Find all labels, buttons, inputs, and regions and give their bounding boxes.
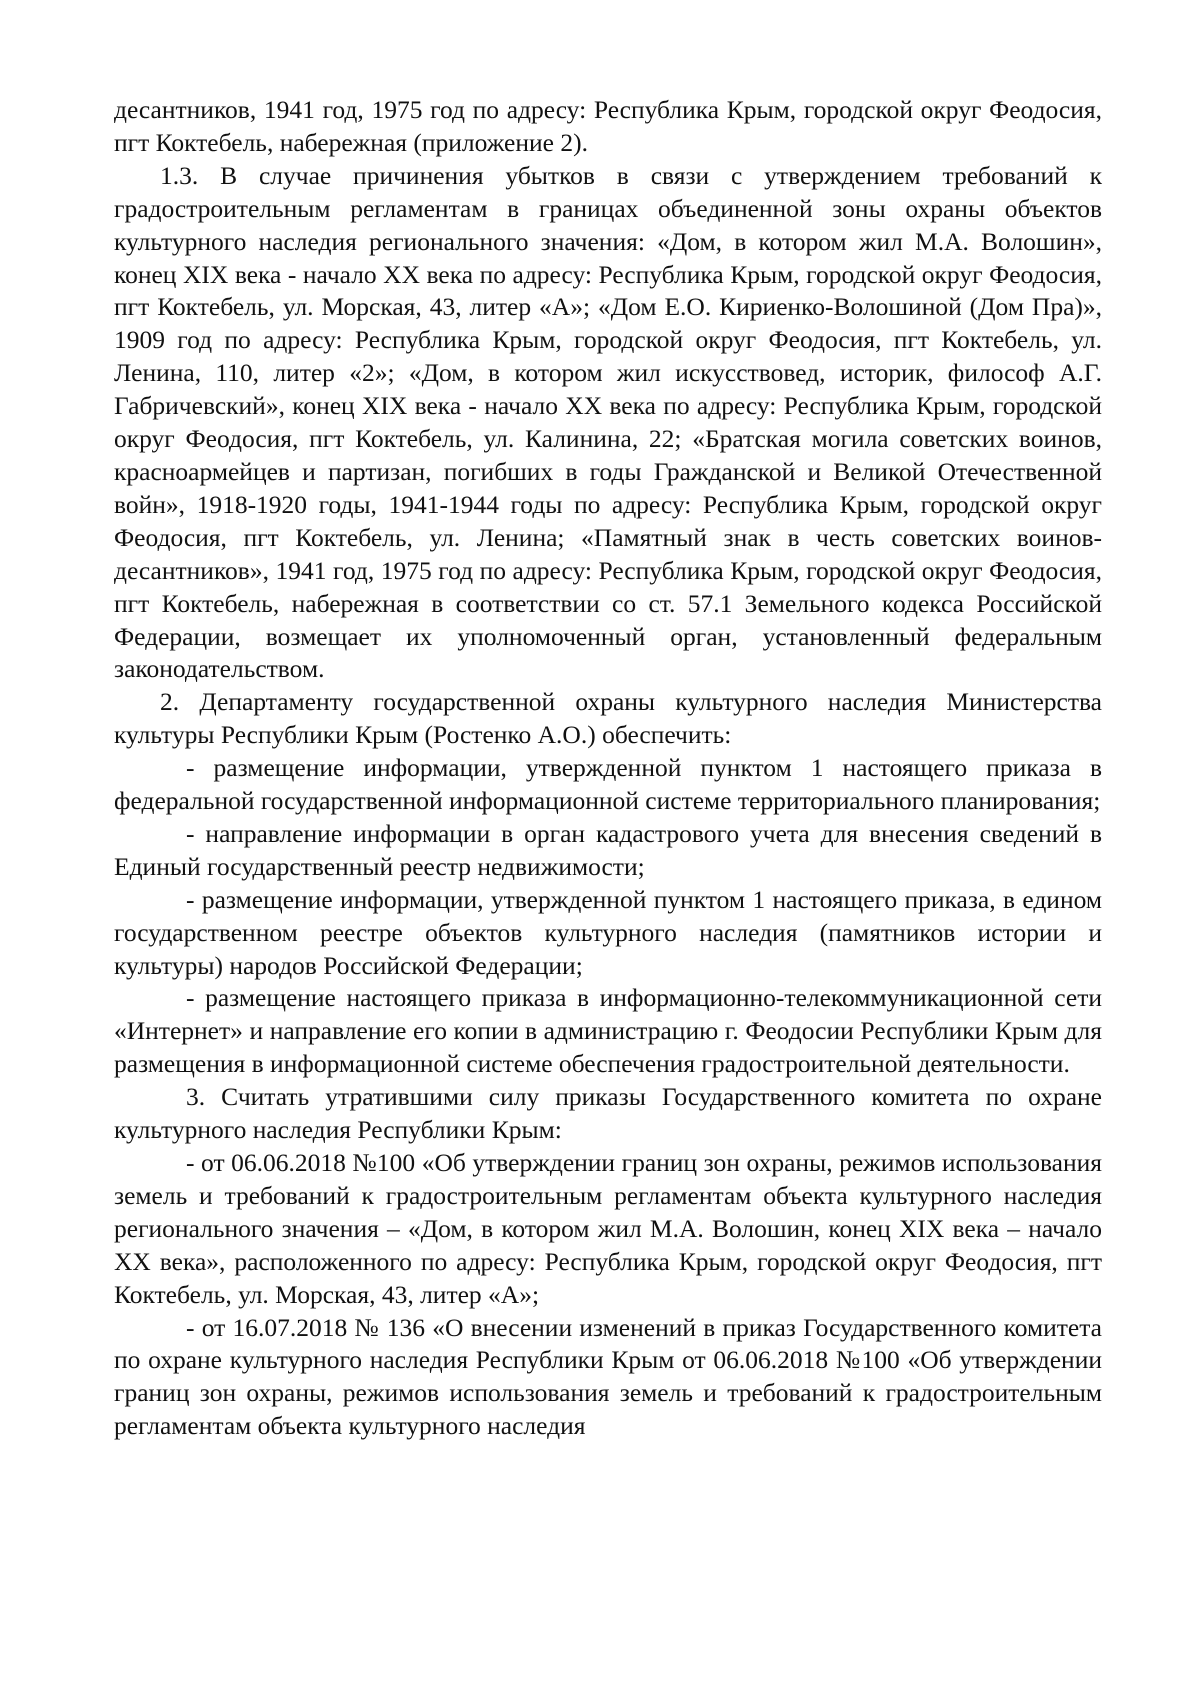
- paragraph-2-department: 2. Департаменту государственной охраны культурного наследия Министерства культуры Республики Крым (Ростенко А.О.) обеспечить:: [114, 687, 1102, 750]
- list-item-internet-placement: - размещение настоящего приказа в информационно-телекоммуникационной сети «Интернет» и направление его копии в администрацию г. Феодосии Республики Крым для размещения в информационной системе обеспечения градостроительной деятельности.: [114, 983, 1102, 1079]
- paragraph-address-end: десантников, 1941 год, 1975 год по адресу: Республика Крым, городской округ Феодосия, пгт Коктебель, набережная (приложение 2).: [114, 95, 1102, 157]
- document-body: [114, 94, 1102, 1443]
- list-item-order-136: - от 16.07.2018 № 136 «О внесении изменений в приказ Государственного комитета по охране культурного наследия Республики Крым от 06.06.2018 №100 «Об утверждении границ зон охраны, режимов использования земель и требований к градостроительным регламентам объекта культурного наследия: [114, 1312, 1102, 1441]
- list-item-registry-placement: - размещение информации, утвержденной пунктом 1 настоящего приказа, в едином государственном реестре объектов культурного наследия (памятников истории и культуры) народов Российской Федерации;: [114, 884, 1102, 980]
- list-item-fgis-placement: - размещение информации, утвержденной пунктом 1 настоящего приказа в федеральной государственной информационной системе территориального планирования;: [114, 753, 1102, 816]
- paragraph-3-repeal: 3. Считать утратившими силу приказы Государственного комитета по охране культурного наследия Республики Крым:: [114, 1082, 1102, 1145]
- list-item-cadastral-direction: - направление информации в орган кадастрового учета для внесения сведений в Единый государственный реестр недвижимости;: [114, 818, 1102, 881]
- paragraph-1-3-compensation: 1.3. В случае причинения убытков в связи с утверждением требований к градостроительным регламентам в границах объединенной зоны охраны объектов культурного наследия регионального значения: «Дом, в котором жил М.А. Волошин», конец XIX века - начало XX века по адресу: Республика Крым, городской округ Феодосия, пгт Коктебель, ул. Морская, 43, литер «А»; «Дом Е.О. Кириенко-Волошиной (Дом Пра)», 1909 год по адресу: Республика Крым, городской округ Феодосия, пгт Коктебель, ул. Ленина, 110, литер «2»; «Дом, в котором жил искусствовед, историк, философ А.Г. Габричевский», конец XIX века - начало XX века по адресу: Республика Крым, городской округ Феодосия, пгт Коктебель, ул. Калинина, 22; «Братская могила советских воинов, красноармейцев и партизан, погибших в годы Гражданской и Великой Отечественной войн», 1918-1920 годы, 1941-1944 годы по адресу: Республика Крым, городской округ Феодосия, пгт Коктебель, ул. Ленина; «Памятный знак в честь советских воинов-десантников», 1941 год, 1975 год по адресу: Республика Крым, городской округ Феодосия, пгт Коктебель, набережная в соответствии со ст. 57.1 Земельного кодекса Российской Федерации, возмещает их уполномоченный орган, установленный федеральным законодательством.: [114, 160, 1102, 684]
- list-item-order-100: - от 06.06.2018 №100 «Об утверждении границ зон охраны, режимов использования земель и требований к градостроительным регламентам объекта культурного наследия регионального значения – «Дом, в котором жил М.А. Волошин, конец XIX века – начало XX века», расположенного по адресу: Республика Крым, городской округ Феодосия, пгт Коктебель, ул. Морская, 43, литер «А»;: [114, 1148, 1102, 1309]
